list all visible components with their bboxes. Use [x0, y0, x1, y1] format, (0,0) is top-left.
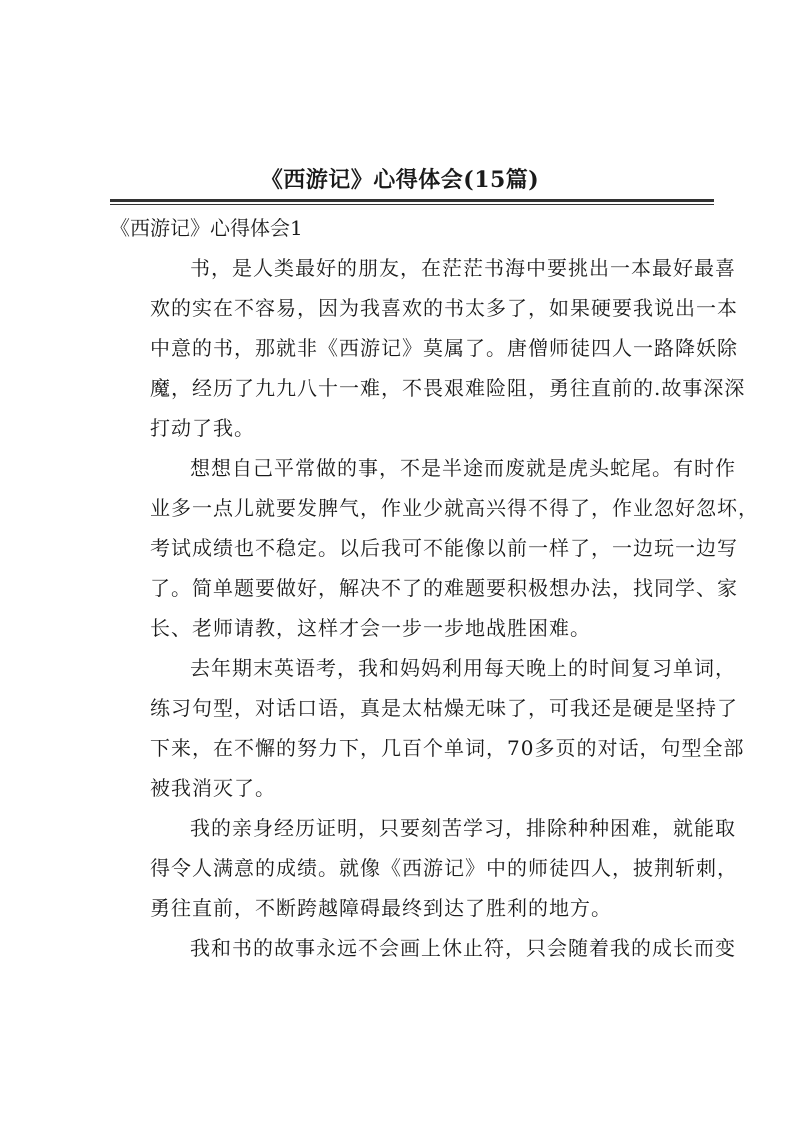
document-title: 《西游记》心得体会(15篇) [260, 167, 540, 193]
text-line: 我和书的故事永远不会画上休止符，只会随着我的成长而变 [190, 936, 736, 960]
text-line: 得令人满意的成绩。就像《西游记》中的师徒四人，披荆斩刺， [150, 856, 738, 880]
text-line: 下来，在不懈的努力下，几百个单词，70多页的对话，句型全部 [150, 736, 745, 760]
text-line: 书，是人类最好的朋友，在茫茫书海中要挑出一本最好最喜 [190, 256, 736, 280]
section-heading: 《西游记》心得体会1 [110, 216, 303, 240]
text-line: 长、老师请教，这样才会一步一步地战胜困难。 [150, 616, 591, 640]
text-line: 去年期末英语考，我和妈妈利用每天晚上的时间复习单词， [190, 656, 736, 680]
text-line: 想想自己平常做的事，不是半途而废就是虎头蛇尾。有时作 [190, 456, 736, 480]
text-line: 打动了我。 [150, 416, 255, 440]
text-line: 勇往直前，不断跨越障碍最终到达了胜利的地方。 [150, 896, 612, 920]
paragraph [110, 248, 746, 448]
text-line: 被我消灭了。 [150, 776, 276, 800]
text-line: 魔，经历了九九八十一难，不畏艰难险阻，勇往直前的.故事深深 [150, 376, 746, 400]
paragraph [110, 928, 736, 968]
title-divider [110, 199, 714, 205]
text-line: 了。简单题要做好，解决不了的难题要积极想办法，找同学、家 [150, 576, 738, 600]
body-text [110, 248, 759, 968]
paragraph [110, 648, 745, 808]
paragraph [110, 808, 738, 928]
text-line: 业多一点儿就要发脾气，作业少就高兴得不得了，作业忽好忽坏， [150, 496, 759, 520]
text-line: 中意的书，那就非《西游记》莫属了。唐僧师徒四人一路降妖除 [150, 336, 738, 360]
paragraph [110, 448, 759, 648]
text-line: 我的亲身经历证明，只要刻苦学习，排除种种困难，就能取 [190, 816, 736, 840]
text-line: 考试成绩也不稳定。以后我可不能像以前一样了，一边玩一边写 [150, 536, 738, 560]
text-line: 欢的实在不容易，因为我喜欢的书太多了，如果硬要我说出一本 [150, 296, 738, 320]
text-line: 练习句型，对话口语，真是太枯燥无味了，可我还是硬是坚持了 [150, 696, 738, 720]
